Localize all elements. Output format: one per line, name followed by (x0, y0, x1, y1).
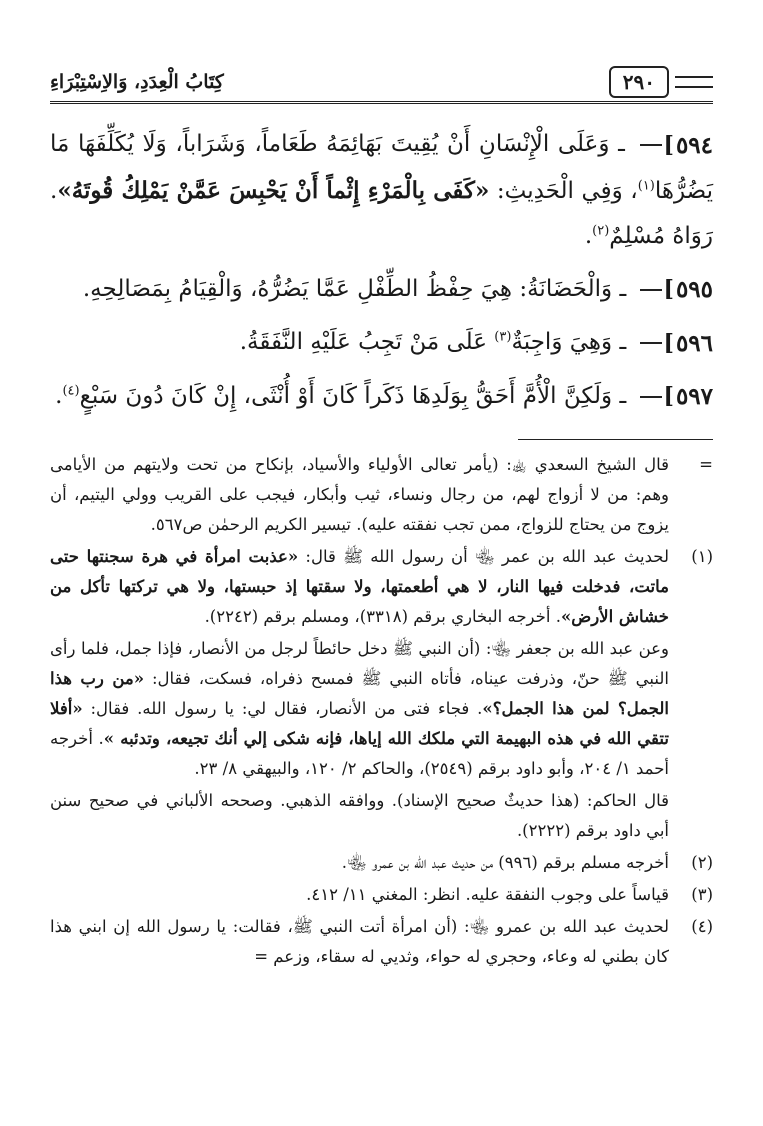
entry-596: [ ٥٩٦ ـ وَهِيَ وَاجِبَةٌ$^{(٣)}$ عَلَى مَنْ تَجِبُ عَلَيْهِ النَّفَقَةُ. (50, 320, 713, 366)
footnote-2: (٢) أخرجه مسلم برقم (٩٩٦) من حديث عبد الله بن عمرو ﵄. (341, 853, 713, 872)
document-page (50, 60, 713, 1110)
entry-597: [ ٥٩٧ ـ وَلَكِنَّ الْأُمَّ أَحَقُّ بِوَلَدِهَا ذَكَراً كَانَ أَوْ أُنْثَى، إِنْ كَانَ دُونَ سَبْعٍ$^{(٤)}$. (50, 374, 713, 420)
entry-marker: [ ٥٩٤ (640, 123, 713, 168)
footnote-ref: (٣) (494, 329, 512, 345)
page-header (50, 60, 713, 104)
page-number-box (609, 66, 713, 98)
entry-marker: [ ٥٩٥ (640, 267, 713, 312)
header-rule (50, 101, 713, 104)
footnote-ref: (٤) (62, 382, 80, 398)
entry-595: [ ٥٩٥ ـ وَالْحَضَانَةُ: هِيَ حِفْظُ الطِّفْلِ عَمَّا يَضُرُّهُ، وَالْقِيَامُ بِمَصَالِحِهِ. (50, 267, 713, 313)
footnote-continuation: = قال الشيخ السعدي ﵀: (يأمر تعالى الأولياء والأسياد، بإنكاح من تحت ولايتهم من الأيامى وهم: من لا أزواج لهم، من رجال ونساء، ثيب وأبكار، فيجب على القريب وولي اليتيم، أن يزوج من يحتاج للزواج، ممن تجب نفقته عليه). تيسير الكريم الرحمٰن ص٥٦٧. (50, 455, 713, 534)
entry-marker: [ ٥٩٦ (640, 321, 713, 366)
book-title: كِتَابُ الْعِدَدِ، وَالاِسْتِبْرَاءِ (50, 71, 224, 93)
footnote-1-paragraph-2: وعن عبد الله بن جعفر ﵄: (أن النبي ﷺ دخل حائطاً لرجل من الأنصار، فإذا جمل، فلما رأى النبي ﷺ حنّ، وذرفت عيناه، فأتاه النبي ﷺ فمسح ذفراه، فسكت، فقال: «من رب هذا الجمل؟ لمن هذا الجمل؟». فجاء فتى من الأنصار، فقال لي: يا رسول الله. فقال: «أفلا تتقي الله في هذه البهيمة التي ملكك الله إياها، فإنه شكى إلي أنك تجيعه، وتدئبه ». أخرجه أحمد ١/ ٢٠٤، وأبو داود برقم (٢٥٤٩)، والحاكم ٢/ ١٢٠، والبيهقي ٨/ ٢٣. (50, 639, 670, 778)
footnote-3: (٣) قياساً على وجوب النفقة عليه. انظر: المغني ١١/ ٤١٢. (306, 885, 713, 904)
footnote-separator (518, 439, 713, 440)
footnotes (50, 450, 713, 972)
entry-marker: [ ٥٩٧ (640, 374, 713, 419)
footnote-1: (١) لحديث عبد الله بن عمر ﵄ أن رسول الله ﷺ قال: «عذبت امرأة في هرة سجنتها حتى ماتت، فدخلت فيها النار، لا هي أطعمتها، ولا سقتها إذ حبستها، ولا هي تركتها تأكل من خشاش الأرض». أخرجه البخاري برقم (٣٣١٨)، ومسلم برقم (٢٢٤٢). (50, 547, 713, 626)
hadith-text: «كَفَى بِالْمَرْءِ إِثْماً أَنْ يَحْبِسَ عَمَّنْ يَمْلِكُ قُوتَهُ» (57, 176, 490, 204)
page-number: ٢٩٠ (609, 66, 669, 98)
footnote-ref: (١) (637, 177, 655, 193)
footnote-4: (٤) لحديث عبد الله بن عمرو ﵄: (أن امرأة أتت النبي ﷺ، فقالت: يا رسول الله إن ابني هذا كان بطني له وعاء، وحجري له حواء، وثديي له سقاء، وزعم = (50, 917, 713, 966)
footnote-1-paragraph-3: قال الحاكم: (هذا حديثٌ صحيح الإسناد). ووافقه الذهبي. وصححه الألباني في صحيح سنن أبي داود برقم (٢٢٢٢). (50, 791, 669, 840)
header-ornament-lines (675, 76, 713, 88)
main-text (50, 122, 713, 419)
footnote-ref: (٢) (592, 222, 610, 238)
entry-594: [ ٥٩٤ ـ وَعَلَى الْإِنْسَانِ أَنْ يُقِيتَ بَهَائِمَهُ طَعَاماً، وَشَرَاباً، وَلَا يُكَلِّفَهَا مَا يَضُرُّهَا$^{(١)}$، وَفِي الْحَدِيثِ: «كَفَى بِالْمَرْءِ إِثْماً أَنْ يَحْبِسَ عَمَّنْ يَمْلِكُ قُوتَهُ». رَوَاهُ مُسْلِمٌ$^{(٢)}$. (50, 122, 713, 259)
